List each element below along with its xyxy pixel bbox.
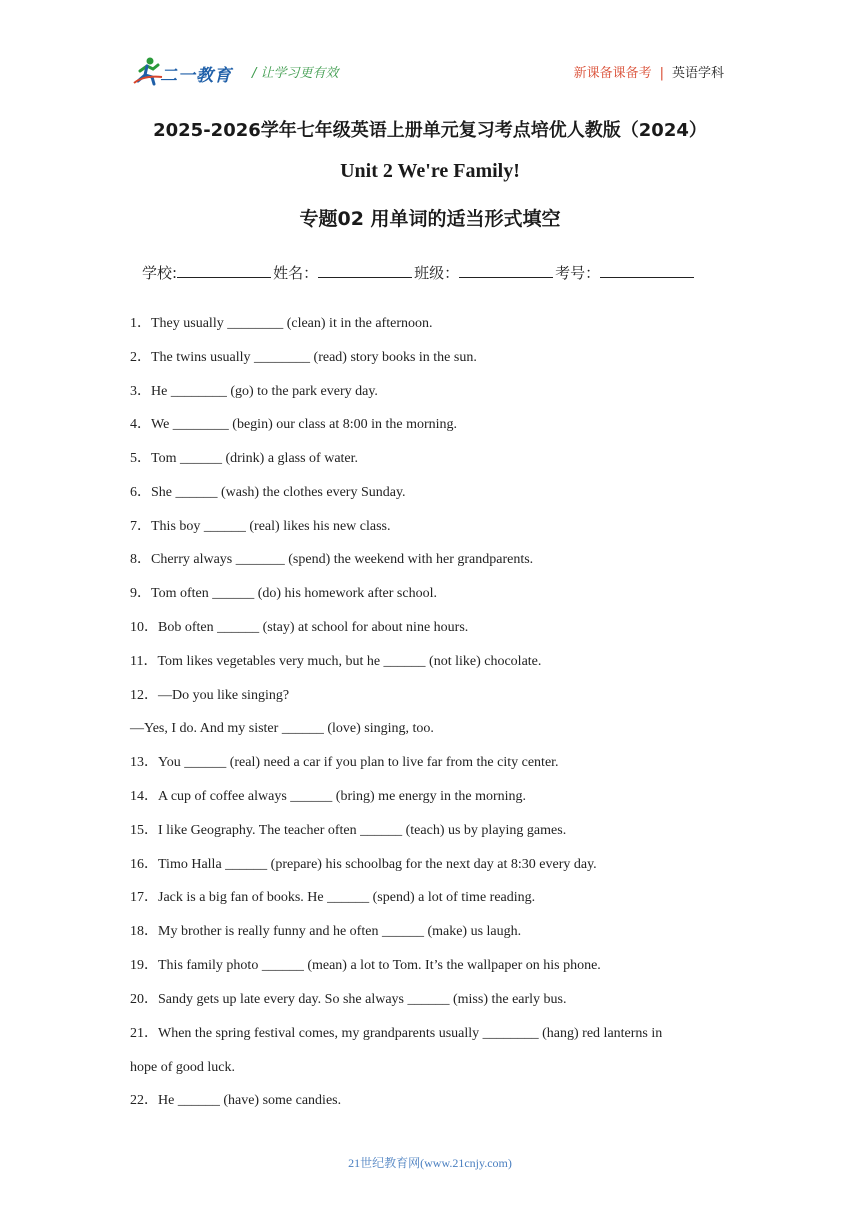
logo-text: 二一教育 [160, 66, 232, 86]
question-line: 12．—Do you like singing? [130, 688, 290, 703]
unit-title: Unit 2 We're Family! [340, 160, 520, 182]
number-blank[interactable] [600, 263, 694, 278]
student-info-line [142, 262, 696, 283]
question-line: 21．When the spring festival comes, my grandparents usually ________ (hang) red lanterns in [130, 1026, 663, 1041]
header-right [574, 62, 724, 81]
slogan: / 让学习更有效 [252, 66, 339, 81]
school-label: 学校: [142, 264, 178, 282]
header-course-label: 新课备课备考 [573, 66, 652, 81]
question-line: 17．Jack is a big fan of books. He ______ (spend) a lot of time reading. [130, 890, 536, 905]
question-line: 7．This boy ______ (real) likes his new class. [130, 519, 391, 534]
question-line: hope of good luck. [130, 1060, 235, 1075]
question-line: 2．The twins usually ________ (read) story books in the sun. [130, 350, 477, 365]
question-line: 20．Sandy gets up late every day. So she always ______ (miss) the early bus. [130, 992, 567, 1007]
header-separator: | [659, 66, 664, 81]
question-line: 4．We ________ (begin) our class at 8:00 in the morning. [130, 417, 458, 432]
question-line: 16．Timo Halla ______ (prepare) his schoolbag for the next day at 8:30 every day. [130, 857, 597, 872]
page-footer: 21世纪教育网(www.21cnjy.com) [348, 1156, 512, 1170]
question-line: 1．They usually ________ (clean) it in the afternoon. [130, 316, 433, 331]
school-blank[interactable] [177, 263, 271, 278]
document-title: 2025-2026学年七年级英语上册单元复习考点培优人教版（2024） [153, 120, 707, 141]
name-blank[interactable] [318, 263, 412, 278]
question-line: 11．Tom likes vegetables very much, but he ______ (not like) chocolate. [130, 654, 542, 669]
question-line: 8．Cherry always _______ (spend) the weekend with her grandparents. [130, 552, 534, 567]
page-header [0, 0, 860, 110]
question-line: 15．I like Geography. The teacher often ______ (teach) us by playing games. [130, 823, 567, 838]
question-line: 22．He ______ (have) some candies. [130, 1093, 342, 1108]
header-subject: 英语学科 [671, 66, 724, 81]
number-label: 考号： [555, 264, 601, 282]
question-line: 3．He ________ (go) to the park every day. [130, 384, 378, 399]
question-line: 13．You ______ (real) need a car if you plan to live far from the city center. [130, 755, 559, 770]
class-blank[interactable] [459, 263, 553, 278]
question-line: —Yes, I do. And my sister ______ (love) singing, too. [130, 721, 434, 736]
class-label: 班级： [414, 264, 460, 282]
question-line: 10．Bob often ______ (stay) at school for about nine hours. [130, 620, 469, 635]
question-line: 18．My brother is really funny and he often ______ (make) us laugh. [130, 924, 522, 939]
topic-title: 专题02 用单词的适当形式填空 [299, 208, 561, 230]
question-line: 5．Tom ______ (drink) a glass of water. [130, 451, 359, 466]
question-line: 6．She ______ (wash) the clothes every Sunday. [130, 485, 406, 500]
logo [132, 55, 242, 91]
name-label: 姓名： [273, 264, 319, 282]
question-line: 14．A cup of coffee always ______ (bring) me energy in the morning. [130, 789, 527, 804]
question-line: 19．This family photo ______ (mean) a lot to Tom. It’s the wallpaper on his phone. [130, 958, 601, 973]
question-line: 9．Tom often ______ (do) his homework after school. [130, 586, 437, 601]
